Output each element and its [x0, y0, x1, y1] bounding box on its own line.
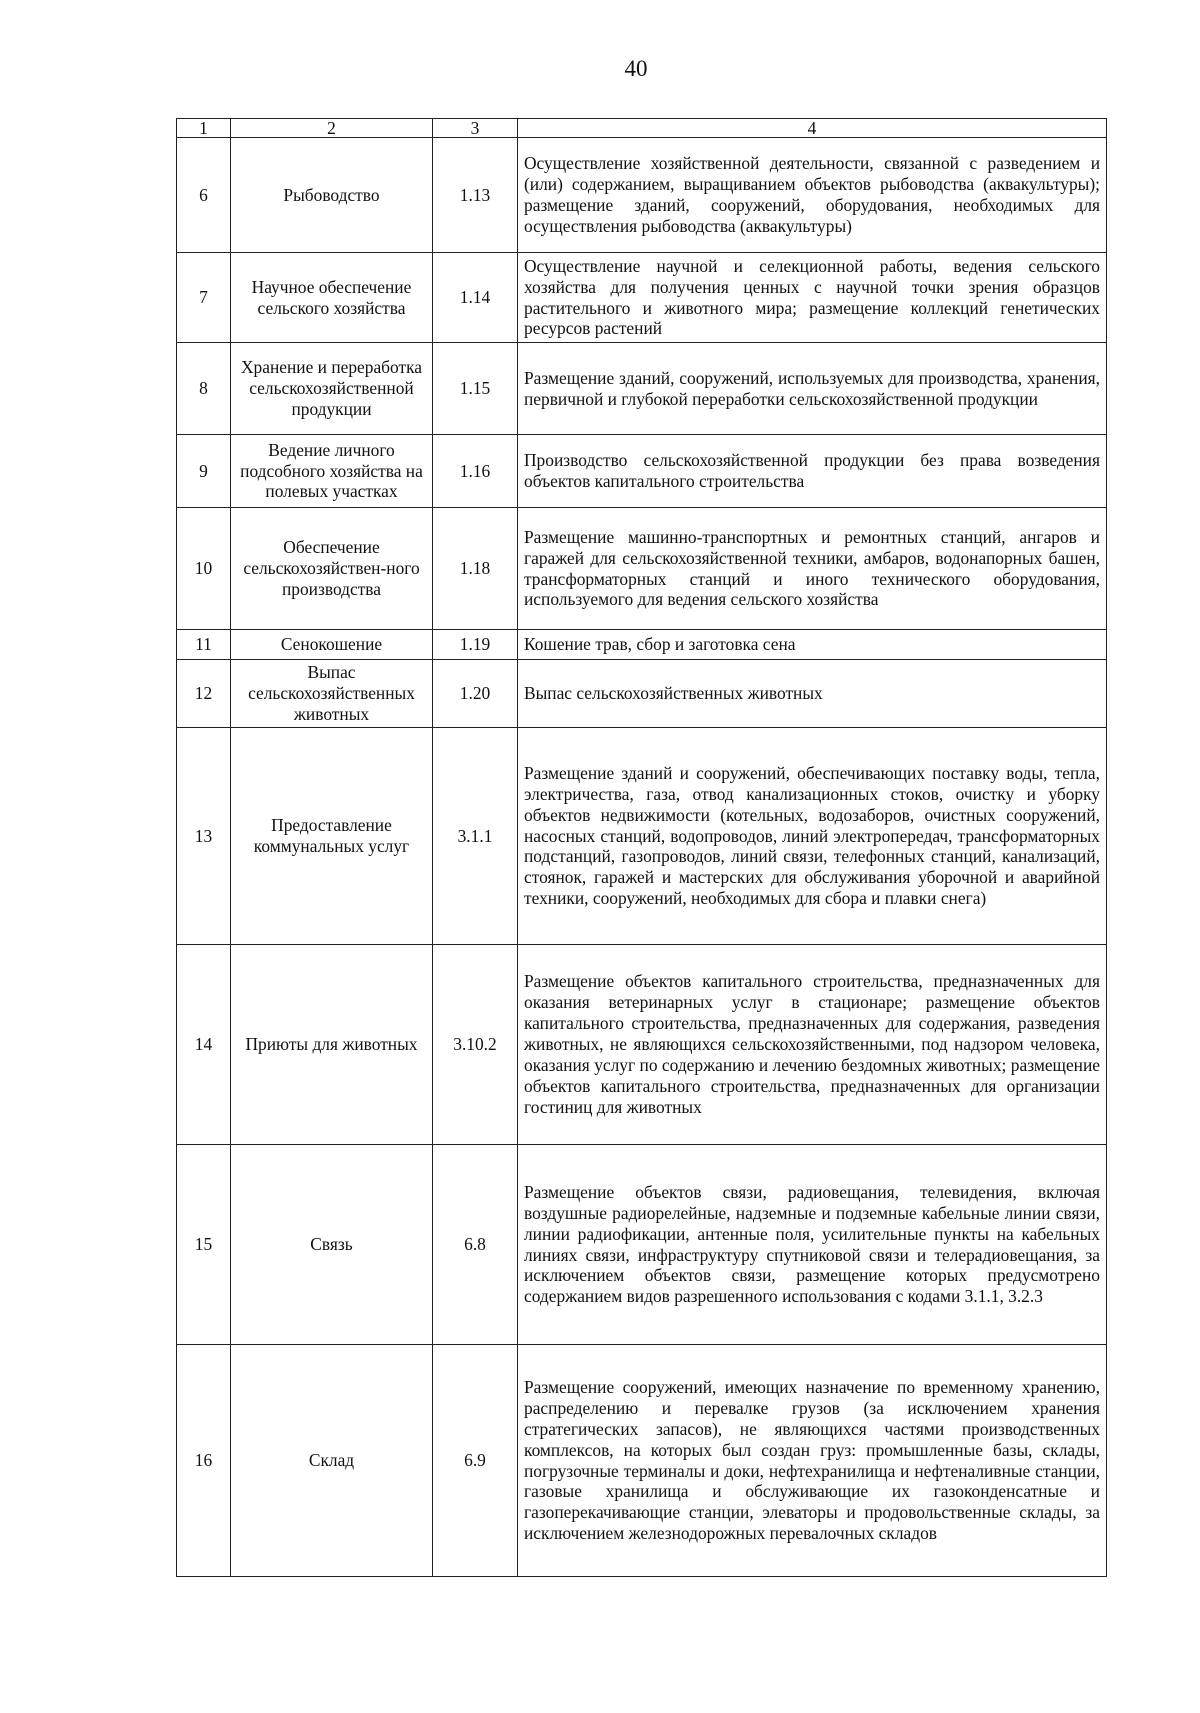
header-cell-4: 4	[518, 119, 1107, 138]
row-description: Выпас сельскохозяйственных животных	[518, 660, 1107, 728]
row-number: 11	[177, 630, 231, 660]
row-name: Выпас сельскохозяйственных животных	[231, 660, 433, 728]
table-row	[177, 253, 1107, 343]
row-number: 9	[177, 435, 231, 508]
row-number: 12	[177, 660, 231, 728]
row-name: Предоставление коммунальных услуг	[231, 728, 433, 945]
row-description: Кошение трав, сбор и заготовка сена	[518, 630, 1107, 660]
row-code: 1.14	[433, 253, 518, 343]
table-row	[177, 1345, 1107, 1577]
row-name: Ведение личного подсобного хозяйства на полевых участках	[231, 435, 433, 508]
row-code: 6.8	[433, 1145, 518, 1345]
row-code: 1.18	[433, 508, 518, 630]
header-cell-2: 2	[231, 119, 433, 138]
row-name: Научное обеспечение сельского хозяйства	[231, 253, 433, 343]
table-row	[177, 630, 1107, 660]
row-code: 3.1.1	[433, 728, 518, 945]
row-code: 1.16	[433, 435, 518, 508]
row-name: Сенокошение	[231, 630, 433, 660]
row-code: 6.9	[433, 1345, 518, 1577]
page-number: 40	[624, 56, 648, 81]
row-description: Размещение сооружений, имеющих назначение по временному хранению, распределению и перевалке грузов (за исключением хранения стратегических запасов), не являющихся частями производственных комплексов, на которых был создан груз: промышленные базы, склады, погрузочные терминалы и доки, нефтехранилища и нефтеналивные станции, газовые хранилища и обслуживающие их газоконденсатные и газоперекачивающие станции, элеваторы и продовольственные склады, за исключением железнодорожных перевалочных складов	[518, 1345, 1107, 1577]
row-number: 8	[177, 343, 231, 435]
table-body	[177, 119, 1107, 1577]
row-number: 7	[177, 253, 231, 343]
header-row	[177, 119, 1107, 138]
table-row	[177, 508, 1107, 630]
row-description: Размещение зданий и сооружений, обеспечивающих поставку воды, тепла, электричества, газа, отвод канализационных стоков, очистку и уборку объектов недвижимости (котельных, водозаборов, очистных сооружений, насосных станций, водопроводов, линий электропередач, трансформаторных подстанций, газопроводов, линий связи, телефонных станций, канализаций, стоянок, гаражей и мастерских для обслуживания уборочной и аварийной техники, сооружений, необходимых для сбора и плавки снега)	[518, 728, 1107, 945]
table-row	[177, 660, 1107, 728]
row-name: Приюты для животных	[231, 945, 433, 1145]
row-number: 15	[177, 1145, 231, 1345]
row-number: 16	[177, 1345, 231, 1577]
row-description: Осуществление научной и селекционной работы, ведения сельского хозяйства для получения ценных с научной точки зрения образцов растительного и животного мира; размещение коллекций генетических ресурсов растений	[518, 253, 1107, 343]
row-number: 14	[177, 945, 231, 1145]
row-name: Хранение и переработка сельскохозяйственной продукции	[231, 343, 433, 435]
row-name: Рыбоводство	[231, 138, 433, 253]
row-description: Размещение зданий, сооружений, используемых для производства, хранения, первичной и глубокой переработки сельскохозяйственной продукции	[518, 343, 1107, 435]
row-number: 13	[177, 728, 231, 945]
row-number: 6	[177, 138, 231, 253]
row-name: Связь	[231, 1145, 433, 1345]
table-row	[177, 1145, 1107, 1345]
land-use-table	[176, 118, 1107, 1577]
table-row	[177, 435, 1107, 508]
row-number: 10	[177, 508, 231, 630]
header-cell-3: 3	[433, 119, 518, 138]
row-code: 1.19	[433, 630, 518, 660]
row-description: Производство сельскохозяйственной продукции без права возведения объектов капитального строительства	[518, 435, 1107, 508]
row-code: 1.15	[433, 343, 518, 435]
row-description: Размещение объектов связи, радиовещания, телевидения, включая воздушные радиорелейные, надземные и подземные кабельные линии связи, линии радиофикации, антенные поля, усилительные пункты на кабельных линиях связи, инфраструктуру спутниковой связи и телерадиовещания, за исключением объектов связи, размещение которых предусмотрено содержанием видов разрешенного использования с кодами 3.1.1, 3.2.3	[518, 1145, 1107, 1345]
row-description: Осуществление хозяйственной деятельности, связанной с разведением и (или) содержанием, выращиванием объектов рыбоводства (аквакультуры); размещение зданий, сооружений, оборудования, необходимых для осуществления рыбоводства (аквакультуры)	[518, 138, 1107, 253]
table-row	[177, 728, 1107, 945]
row-code: 1.13	[433, 138, 518, 253]
row-description: Размещение объектов капитального строительства, предназначенных для оказания ветеринарных услуг в стационаре; размещение объектов капитального строительства, предназначенных для содержания, разведения животных, не являющихся сельскохозяйственными, под надзором человека, оказания услуг по содержанию и лечению бездомных животных; размещение объектов капитального строительства, предназначенных для организации гостиниц для животных	[518, 945, 1107, 1145]
table-row	[177, 138, 1107, 253]
header-cell-1: 1	[177, 119, 231, 138]
table-row	[177, 343, 1107, 435]
row-name: Склад	[231, 1345, 433, 1577]
row-description: Размещение машинно-транспортных и ремонтных станций, ангаров и гаражей для сельскохозяйственной техники, амбаров, водонапорных башен, трансформаторных станций и иного технического оборудования, используемого для ведения сельского хозяйства	[518, 508, 1107, 630]
row-name: Обеспечение сельскохозяйствен-ного производства	[231, 508, 433, 630]
row-code: 3.10.2	[433, 945, 518, 1145]
table-row	[177, 945, 1107, 1145]
row-code: 1.20	[433, 660, 518, 728]
